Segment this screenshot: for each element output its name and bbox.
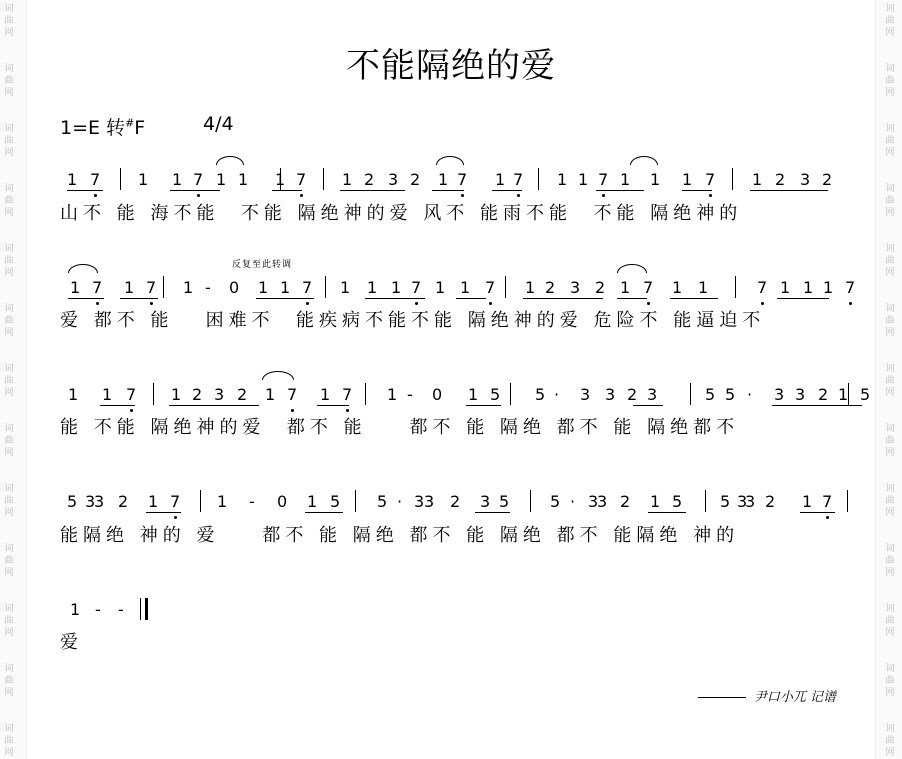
notation-glyph: 2 xyxy=(765,492,776,511)
notation-glyph: 7 xyxy=(822,492,833,511)
notation-glyph: 3 xyxy=(580,385,591,404)
notation-glyph: 7 xyxy=(146,278,157,297)
notation-glyph: 7 xyxy=(598,170,609,189)
watermark-glyph: 曲 xyxy=(4,376,14,386)
notation-glyph: 1 xyxy=(578,170,589,189)
notation-glyph: 3 xyxy=(414,492,425,511)
octave-dot-below xyxy=(291,409,294,412)
barline xyxy=(325,276,326,298)
notation-glyph: 7 xyxy=(92,278,103,297)
notation-glyph: 2 xyxy=(620,492,631,511)
notation-glyph: 7 xyxy=(845,278,856,297)
octave-dot-below xyxy=(849,302,852,305)
octave-dot-below xyxy=(96,302,99,305)
watermark-glyph: 曲 xyxy=(4,136,14,146)
notation-glyph: 2 xyxy=(775,170,786,189)
notation-glyph: 1 xyxy=(340,278,351,297)
watermark-glyph: 词 xyxy=(4,244,14,254)
notation-glyph: 1 xyxy=(495,170,506,189)
notation-glyph: 3 xyxy=(214,385,225,404)
watermark-glyph: 网 xyxy=(885,508,895,518)
notation-glyph: 3 xyxy=(424,492,435,511)
watermark-glyph: 曲 xyxy=(885,76,895,86)
barline xyxy=(323,168,324,190)
repeat-annotation: 反复至此转调 xyxy=(232,260,293,270)
watermark-glyph: 曲 xyxy=(885,676,895,686)
watermark-glyph: 网 xyxy=(4,148,14,158)
notation-glyph: 3 xyxy=(85,492,96,511)
barline xyxy=(355,490,356,512)
barline xyxy=(163,276,164,298)
notation-glyph: 1 xyxy=(217,492,228,511)
watermark-glyph: 词 xyxy=(885,124,895,134)
notation-glyph: 5 xyxy=(330,492,341,511)
beam-underline xyxy=(456,298,486,299)
watermark-glyph: 词 xyxy=(885,64,895,74)
octave-dot-below xyxy=(602,194,605,197)
notation-glyph: 3 xyxy=(605,385,616,404)
watermark-glyph: 网 xyxy=(4,508,14,518)
beam-underline xyxy=(475,512,510,513)
watermark-glyph: 曲 xyxy=(885,376,895,386)
octave-dot-below xyxy=(174,516,177,519)
notation-glyph: 1 xyxy=(752,170,763,189)
watermark-glyph: 曲 xyxy=(4,16,14,26)
watermark-glyph: 网 xyxy=(885,688,895,698)
transcriber-signature: 尹口小兀 记谱 xyxy=(698,686,836,705)
barline xyxy=(735,276,736,298)
notation-glyph: 1 xyxy=(650,492,661,511)
slur-arc xyxy=(630,156,658,165)
slur-arc xyxy=(617,264,647,273)
watermark-glyph: 网 xyxy=(885,28,895,38)
notation-glyph: 1 xyxy=(102,385,113,404)
watermark-glyph: 曲 xyxy=(885,16,895,26)
beam-underline xyxy=(68,298,104,299)
beam-underline xyxy=(340,190,405,191)
watermark-glyph: 词 xyxy=(4,604,14,614)
notation-glyph: 1 xyxy=(342,170,353,189)
notation-glyph: 1 xyxy=(183,278,194,297)
beam-underline xyxy=(120,298,158,299)
notation-glyph: 1 xyxy=(238,170,249,189)
watermark-glyph: 词 xyxy=(4,724,14,734)
barline xyxy=(690,383,691,405)
watermark-glyph: 网 xyxy=(885,328,895,338)
octave-dot-below xyxy=(415,302,418,305)
slur-arc xyxy=(436,156,464,165)
watermark-glyph: 曲 xyxy=(4,196,14,206)
barline xyxy=(530,490,531,512)
watermark-glyph: 曲 xyxy=(4,436,14,446)
time-signature: 4/4 xyxy=(203,113,234,135)
notation-glyph: 3 xyxy=(795,385,806,404)
barline xyxy=(200,490,201,512)
beam-underline xyxy=(305,512,343,513)
notation-glyph: · xyxy=(747,385,753,404)
notation-glyph: 1 xyxy=(803,278,814,297)
watermark-glyph: 词 xyxy=(4,184,14,194)
notation-glyph: 2 xyxy=(545,278,556,297)
watermark-glyph: 词 xyxy=(885,544,895,554)
watermark-glyph: 网 xyxy=(885,268,895,278)
notation-glyph: 2 xyxy=(192,385,203,404)
beam-underline xyxy=(272,190,302,191)
notation-glyph: 7 xyxy=(411,278,422,297)
watermark-glyph: 曲 xyxy=(885,616,895,626)
notation-glyph: 1 xyxy=(172,170,183,189)
notation-glyph: 5 xyxy=(720,492,731,511)
notation-glyph: 1 xyxy=(320,385,331,404)
watermark-glyph: 词 xyxy=(4,484,14,494)
notation-glyph: 1 xyxy=(620,278,631,297)
notation-glyph: 1 xyxy=(650,170,661,189)
watermark-glyph: 网 xyxy=(885,88,895,98)
beam-underline xyxy=(365,298,425,299)
notation-glyph: 1 xyxy=(138,170,149,189)
notation-glyph: 1 xyxy=(216,170,227,189)
beam-underline xyxy=(777,298,829,299)
notation-glyph: 1 xyxy=(367,278,378,297)
watermark-glyph: 曲 xyxy=(4,76,14,86)
notation-glyph: 1 xyxy=(468,385,479,404)
watermark-glyph: 词 xyxy=(885,244,895,254)
notation-glyph: 3 xyxy=(570,278,581,297)
final-barline-thick xyxy=(145,598,148,620)
octave-dot-below xyxy=(150,302,153,305)
barline xyxy=(505,276,506,298)
watermark-glyph: 词 xyxy=(885,604,895,614)
watermark-glyph: 词 xyxy=(885,364,895,374)
watermark-glyph: 词 xyxy=(4,544,14,554)
watermark-glyph: 词 xyxy=(4,124,14,134)
barline xyxy=(848,383,849,405)
notation-glyph: 5 xyxy=(377,492,388,511)
notation-glyph: 1 xyxy=(387,385,398,404)
notation-glyph: - xyxy=(95,600,101,619)
notation-glyph: 7 xyxy=(485,278,496,297)
watermark-glyph: 曲 xyxy=(885,496,895,506)
watermark-glyph: 词 xyxy=(885,664,895,674)
lyric-line-1: 山不 能 海不能 不能 隔绝神的爱 风不 能雨不能 不能 隔绝神的 xyxy=(60,203,743,224)
watermark-glyph: 网 xyxy=(4,88,14,98)
watermark-glyph: 曲 xyxy=(4,316,14,326)
notation-glyph: 1 xyxy=(171,385,182,404)
notation-glyph: 1 xyxy=(557,170,568,189)
beam-underline xyxy=(146,512,181,513)
lyric-line-3: 能 不能 隔绝神的爱 都不 能 都不 能 隔绝 都不 能 隔绝都不 xyxy=(60,417,740,438)
notation-glyph: 7 xyxy=(757,278,768,297)
watermark-glyph: 曲 xyxy=(4,736,14,746)
notation-glyph: 7 xyxy=(302,278,313,297)
notation-glyph: 3 xyxy=(597,492,608,511)
barline xyxy=(120,168,121,190)
barline xyxy=(280,168,281,190)
barline xyxy=(847,490,848,512)
barline xyxy=(732,168,733,190)
notation-glyph: 1 xyxy=(68,385,79,404)
notation-glyph: 5 xyxy=(860,385,871,404)
watermark-glyph: 网 xyxy=(4,688,14,698)
watermark-glyph: 曲 xyxy=(885,316,895,326)
notation-glyph: 1 xyxy=(275,170,286,189)
notation-glyph: 2 xyxy=(410,170,421,189)
watermark-glyph: 词 xyxy=(4,664,14,674)
notation-glyph: 1 xyxy=(460,278,471,297)
watermark-glyph: 曲 xyxy=(4,616,14,626)
watermark-glyph: 词 xyxy=(885,484,895,494)
beam-underline xyxy=(750,190,828,191)
watermark-glyph: 词 xyxy=(4,4,14,14)
notation-glyph: 1 xyxy=(780,278,791,297)
notation-glyph: 5 xyxy=(550,492,561,511)
octave-dot-below xyxy=(130,409,133,412)
beam-underline xyxy=(169,405,259,406)
watermark-glyph: 词 xyxy=(885,724,895,734)
watermark-glyph: 曲 xyxy=(885,556,895,566)
octave-dot-below xyxy=(647,302,650,305)
notation-glyph: 2 xyxy=(627,385,638,404)
watermark-glyph: 词 xyxy=(885,424,895,434)
beam-underline xyxy=(67,190,103,191)
watermark-glyph: 网 xyxy=(4,628,14,638)
key-prefix: 1=E 转 xyxy=(60,117,126,139)
watermark-glyph: 网 xyxy=(885,208,895,218)
watermark-glyph: 词 xyxy=(885,304,895,314)
beam-underline xyxy=(317,405,349,406)
watermark-glyph: 曲 xyxy=(885,256,895,266)
notation-glyph: 3 xyxy=(480,492,491,511)
watermark-glyph: 网 xyxy=(4,208,14,218)
beam-underline xyxy=(772,405,862,406)
beam-underline xyxy=(432,190,464,191)
watermark-glyph: 曲 xyxy=(4,556,14,566)
notation-glyph: 7 xyxy=(296,170,307,189)
notation-glyph: 1 xyxy=(124,278,135,297)
notation-glyph: - xyxy=(249,492,255,511)
barline xyxy=(510,383,511,405)
notation-glyph: 3 xyxy=(94,492,105,511)
watermark-glyph: 网 xyxy=(885,448,895,458)
notation-glyph: 1 xyxy=(70,600,81,619)
notation-glyph: 1 xyxy=(391,278,402,297)
octave-dot-below xyxy=(489,302,492,305)
beam-underline xyxy=(100,405,135,406)
notation-glyph: 3 xyxy=(800,170,811,189)
watermark-glyph: 网 xyxy=(885,748,895,758)
notation-glyph: 7 xyxy=(90,170,101,189)
notation-glyph: 7 xyxy=(457,170,468,189)
watermark-glyph: 曲 xyxy=(4,256,14,266)
notation-glyph: 1 xyxy=(435,278,446,297)
octave-dot-below xyxy=(300,194,303,197)
watermark-glyph: 词 xyxy=(4,64,14,74)
notation-glyph: 7 xyxy=(170,492,181,511)
notation-glyph: 1 xyxy=(307,492,318,511)
beam-underline xyxy=(633,405,663,406)
notation-glyph: 7 xyxy=(193,170,204,189)
notation-glyph: 1 xyxy=(148,492,159,511)
notation-glyph: 0 xyxy=(277,492,288,511)
notation-glyph: 1 xyxy=(682,170,693,189)
notation-glyph: 5 xyxy=(67,492,78,511)
notation-glyph: 1 xyxy=(620,170,631,189)
beam-underline xyxy=(492,190,522,191)
beam-underline xyxy=(256,298,314,299)
octave-dot-below xyxy=(761,302,764,305)
notation-glyph: 3 xyxy=(588,492,599,511)
octave-dot-below xyxy=(461,194,464,197)
beam-underline xyxy=(682,190,712,191)
notation-glyph: 5 xyxy=(672,492,683,511)
notation-glyph: 1 xyxy=(258,278,269,297)
octave-dot-below xyxy=(709,194,712,197)
slur-arc xyxy=(68,264,98,273)
notation-glyph: 2 xyxy=(818,385,829,404)
notation-glyph: · xyxy=(570,492,576,511)
notation-glyph: 7 xyxy=(705,170,716,189)
watermark-glyph: 网 xyxy=(4,388,14,398)
notation-glyph: 1 xyxy=(823,278,834,297)
notation-glyph: 1 xyxy=(265,385,276,404)
octave-dot-below xyxy=(346,409,349,412)
watermark-glyph: 词 xyxy=(4,304,14,314)
watermark-glyph: 网 xyxy=(4,568,14,578)
beam-underline xyxy=(523,298,603,299)
key-suffix: F xyxy=(134,117,146,139)
notation-glyph: 1 xyxy=(280,278,291,297)
watermark-glyph: 网 xyxy=(885,628,895,638)
notation-glyph: 3 xyxy=(388,170,399,189)
notation-glyph: 1 xyxy=(525,278,536,297)
notation-glyph: 5 xyxy=(490,385,501,404)
lyric-line-5: 爱 xyxy=(60,632,83,653)
notation-glyph: 2 xyxy=(237,385,248,404)
notation-glyph: 7 xyxy=(513,170,524,189)
notation-glyph: · xyxy=(554,385,560,404)
watermark-glyph: 曲 xyxy=(4,496,14,506)
watermark-glyph: 网 xyxy=(4,448,14,458)
notation-glyph: - xyxy=(205,278,211,297)
watermark-glyph: 曲 xyxy=(885,736,895,746)
watermark-glyph: 曲 xyxy=(4,676,14,686)
notation-glyph: 2 xyxy=(822,170,833,189)
beam-underline xyxy=(800,512,835,513)
notation-glyph: 2 xyxy=(595,278,606,297)
watermark-glyph: 网 xyxy=(885,388,895,398)
notation-glyph: 3 xyxy=(745,492,756,511)
notation-glyph: 1 xyxy=(802,492,813,511)
watermark-glyph: 词 xyxy=(4,424,14,434)
octave-dot-below xyxy=(517,194,520,197)
notation-glyph: 3 xyxy=(737,492,748,511)
watermark-glyph: 词 xyxy=(885,184,895,194)
barline xyxy=(153,383,154,405)
octave-dot-below xyxy=(197,194,200,197)
song-title: 不能隔绝的爱 xyxy=(346,46,556,86)
notation-glyph: 2 xyxy=(118,492,129,511)
notation-glyph: 5 xyxy=(725,385,736,404)
beam-underline xyxy=(170,190,220,191)
notation-glyph: · xyxy=(397,492,403,511)
beam-underline xyxy=(670,298,718,299)
beam-underline xyxy=(648,512,686,513)
barline xyxy=(705,490,706,512)
watermark-glyph: 网 xyxy=(4,748,14,758)
watermark-glyph: 网 xyxy=(4,28,14,38)
beam-underline xyxy=(466,405,501,406)
notation-glyph: - xyxy=(118,600,124,619)
beam-underline xyxy=(596,190,644,191)
notation-glyph: 3 xyxy=(647,385,658,404)
barline xyxy=(538,168,539,190)
watermark-glyph: 网 xyxy=(885,568,895,578)
notation-glyph: 7 xyxy=(643,278,654,297)
notation-glyph: 5 xyxy=(499,492,510,511)
notation-glyph: 2 xyxy=(450,492,461,511)
slur-arc xyxy=(262,371,294,380)
octave-dot-below xyxy=(826,516,829,519)
key-signature xyxy=(60,113,145,140)
octave-dot-below xyxy=(306,302,309,305)
watermark-glyph: 词 xyxy=(4,364,14,374)
notation-glyph: 7 xyxy=(287,385,298,404)
notation-glyph: 1 xyxy=(698,278,709,297)
lyric-line-4: 能隔绝 神的 爱 都不 能 隔绝 都不 能 隔绝 都不 能隔绝 神的 xyxy=(60,525,740,546)
notation-glyph: 2 xyxy=(364,170,375,189)
notation-glyph: 5 xyxy=(535,385,546,404)
notation-glyph: 7 xyxy=(342,385,353,404)
notation-glyph: 7 xyxy=(126,385,137,404)
notation-glyph: 1 xyxy=(838,385,849,404)
watermark-glyph: 曲 xyxy=(885,436,895,446)
notation-glyph: - xyxy=(407,385,413,404)
notation-glyph: 3 xyxy=(774,385,785,404)
notation-glyph: 5 xyxy=(705,385,716,404)
watermark-glyph: 曲 xyxy=(885,136,895,146)
notation-glyph: 1 xyxy=(67,170,78,189)
watermark-glyph: 网 xyxy=(885,148,895,158)
watermark-glyph: 词 xyxy=(885,4,895,14)
notation-glyph: 1 xyxy=(672,278,683,297)
barline xyxy=(365,383,366,405)
lyric-line-2: 爱 都不 能 困难不 能疾病不能不能 隔绝神的爱 危险不 能逼迫不 xyxy=(60,310,766,331)
slur-arc xyxy=(216,156,244,165)
beam-underline xyxy=(617,298,647,299)
notation-glyph: 0 xyxy=(229,278,240,297)
notation-glyph: 0 xyxy=(432,385,443,404)
final-barline-thin xyxy=(140,598,141,620)
octave-dot-below xyxy=(94,194,97,197)
notation-glyph: 1 xyxy=(70,278,81,297)
watermark-glyph: 网 xyxy=(4,328,14,338)
watermark-glyph: 曲 xyxy=(885,196,895,206)
notation-glyph: 1 xyxy=(438,170,449,189)
key-sharp: # xyxy=(125,116,135,130)
watermark-glyph: 网 xyxy=(4,268,14,278)
